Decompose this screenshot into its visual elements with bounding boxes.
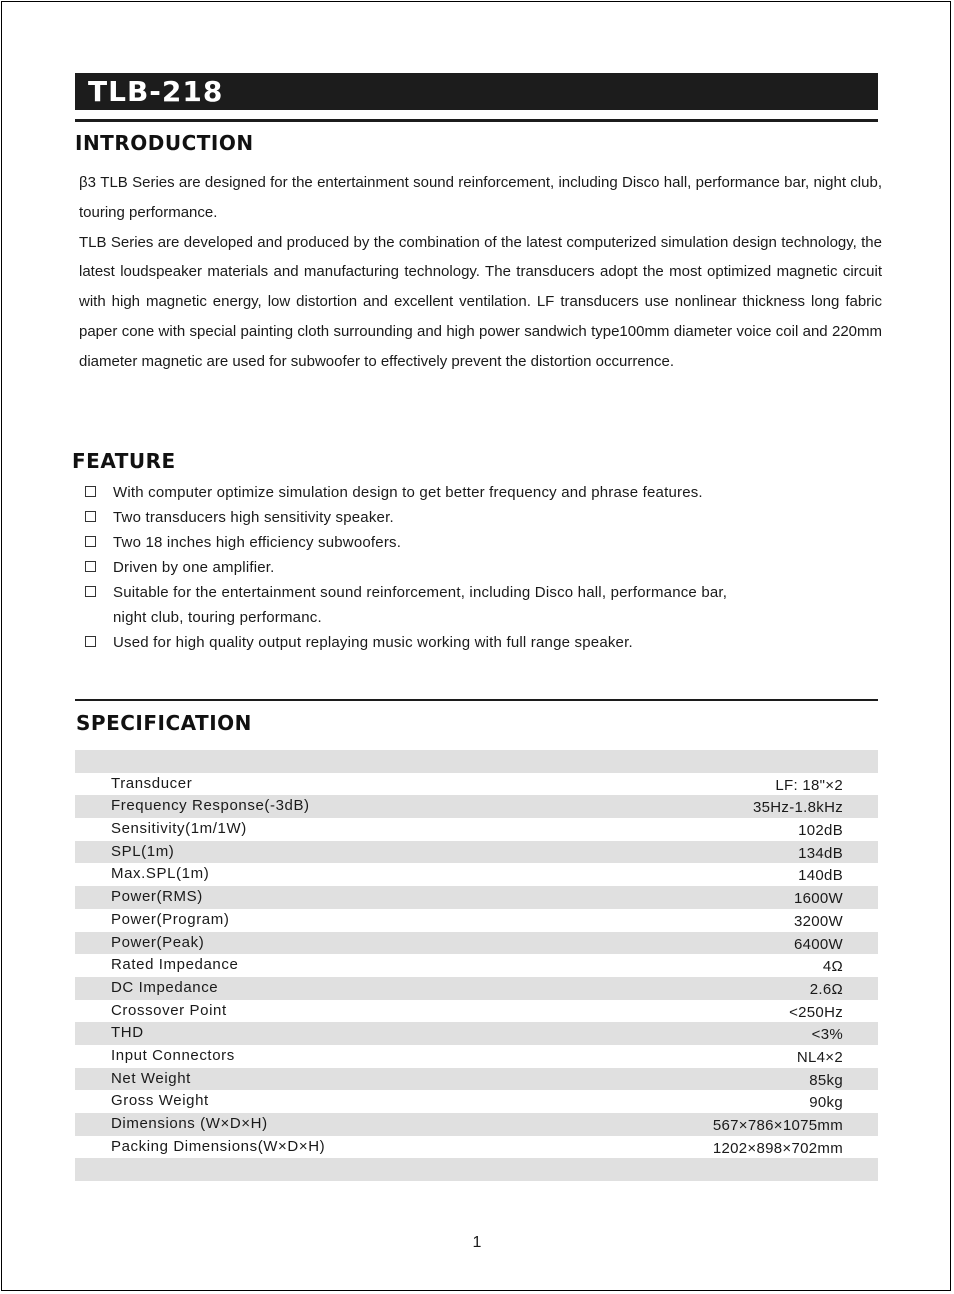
checkbox-icon [85,511,96,522]
spec-label: Power(RMS) [111,888,203,906]
spec-label: Dimensions (W×D×H) [111,1115,268,1132]
spec-label: Sensitivity(1m/1W) [111,820,247,838]
spec-label: Power(Peak) [111,933,205,951]
spec-value: 102dB [798,822,843,840]
specification-heading: SPECIFICATION [76,711,252,735]
spec-row [75,841,878,864]
spec-value: 4Ω [822,958,843,976]
spec-label: DC Impedance [111,978,219,996]
spec-value: <3% [811,1026,843,1044]
feature-item: Used for high quality output replaying music working with full range speaker. [85,630,875,655]
spec-value: 140dB [798,867,843,885]
spec-value: <250Hz [789,1003,843,1021]
spec-label: THD [111,1024,144,1042]
feature-heading: FEATURE [72,449,176,473]
spec-row [75,1136,878,1159]
spec-row [75,1022,878,1045]
spec-row [75,1045,878,1068]
spec-label: Crossover Point [111,1001,227,1019]
spec-label: Frequency Response(-3dB) [111,797,310,815]
intro-paragraph-2: TLB Series are developed and produced by the combination of the latest computerized simulation design technology, the latest loudspeaker materials and manufacturing technology. The transducers adopt the most optimized magnetic circuit with high magnetic energy, low distortion and excellent ventilation. LF transducers use nonlinear thickness long fabric paper cone with special painting cloth surrounding and high power sandwich type100mm diameter voice coil and 220mm diameter magnetic are used for subwoofer to effectively prevent the distortion occurrence. [79,233,882,370]
feature-item: With computer optimize simulation design to get better frequency and phrase features. [85,480,875,505]
spec-value: 1202×898×702mm [712,1139,843,1157]
spec-label: Input Connectors [111,1046,235,1064]
spec-row [75,863,878,886]
checkbox-icon [85,586,96,597]
title-underline [75,119,878,122]
spec-row [75,977,878,1000]
spec-row [75,1113,878,1136]
feature-list [85,480,875,655]
spec-value: 134dB [798,844,843,862]
checkbox-icon [85,536,96,547]
feature-item: Two transducers high sensitivity speaker. [85,505,875,530]
spec-label: Power(Program) [111,910,230,928]
spec-label: Gross Weight [111,1092,209,1110]
checkbox-icon [85,561,96,572]
spec-value: 35Hz-1.8kHz [753,799,843,817]
specification-table [75,750,878,1181]
checkbox-icon [85,636,96,647]
introduction-heading: INTRODUCTION [75,131,254,155]
spec-label: Transducer [111,774,193,792]
feature-item-continuation: night club, touring performanc. [113,609,322,626]
spec-table-top-band [75,750,878,773]
spec-label: Rated Impedance [111,956,239,974]
feature-item: Suitable for the entertainment sound reinforcement, including Disco hall, performance bar, [85,580,875,605]
spec-row [75,795,878,818]
feature-item: Driven by one amplifier. [85,555,875,580]
spec-label: SPL(1m) [111,842,175,860]
spec-row [75,909,878,932]
intro-paragraph-1: β3 TLB Series are designed for the entertainment sound reinforcement, including Disco hall, performance bar, night club, touring performance. [79,174,882,221]
spec-row [75,1090,878,1113]
spec-value: 6400W [793,935,843,953]
spec-row [75,932,878,955]
spec-value: 3200W [793,912,843,930]
spec-row [75,954,878,977]
spec-row [75,773,878,796]
spec-table-bottom-band [75,1158,878,1181]
spec-row [75,1068,878,1091]
spec-label: Net Weight [111,1069,191,1087]
spec-value: 90kg [809,1094,843,1112]
introduction-body [79,168,882,377]
feature-item: Two 18 inches high efficiency subwoofers. [85,530,875,555]
spec-row [75,818,878,841]
spec-row [75,1000,878,1023]
checkbox-icon [85,486,96,497]
spec-label: Max.SPL(1m) [111,865,210,883]
spec-value: NL4×2 [796,1048,843,1066]
title-bar [75,73,878,110]
model-title: TLB-218 [88,75,224,108]
spec-value: 85kg [809,1071,843,1089]
specification-divider [75,699,878,701]
spec-row [75,886,878,909]
spec-value: LF: 18"×2 [775,776,843,794]
page-number: 1 [472,1234,482,1251]
spec-value: 1600W [793,890,843,908]
spec-value: 2.6Ω [809,980,843,998]
spec-label: Packing Dimensions(W×D×H) [111,1137,326,1155]
spec-value: 567×786×1075mm [712,1117,843,1134]
